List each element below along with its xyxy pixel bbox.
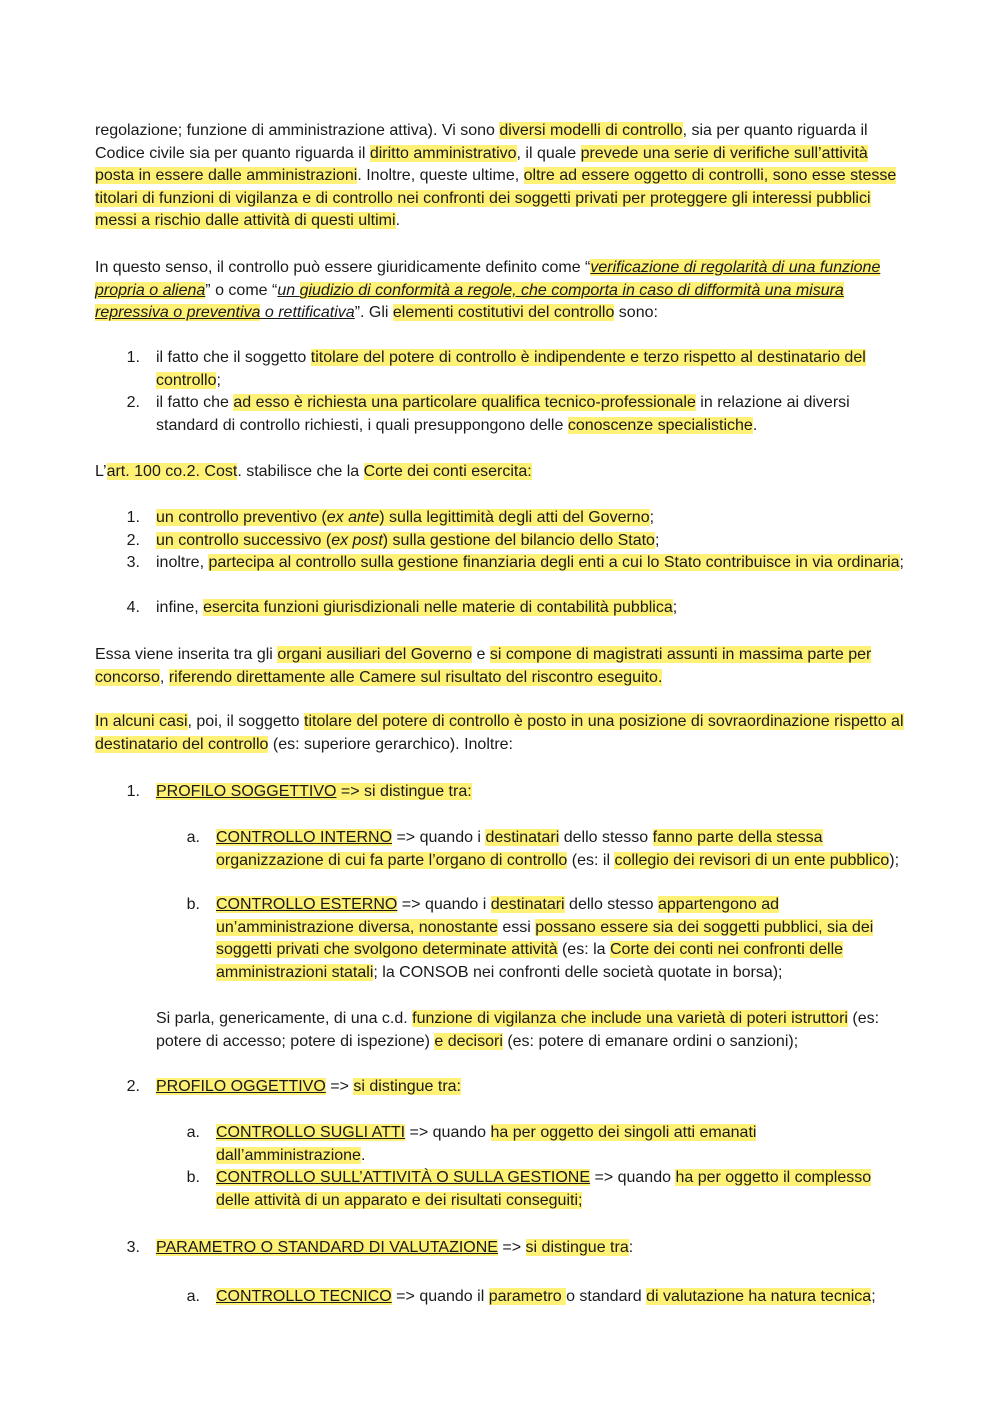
- list-text: [156, 507, 916, 530]
- text: sono:: [614, 304, 658, 321]
- quote-text: un: [277, 281, 300, 299]
- text: .: [395, 212, 401, 229]
- text: , il quale: [516, 144, 581, 162]
- text: il fatto che il soggetto: [156, 349, 311, 366]
- highlight-term: CONTROLLO SULL’ATTIVITÀ O SULLA GESTIONE: [216, 1169, 591, 1186]
- list-text: [216, 1167, 906, 1212]
- highlight: [156, 783, 472, 800]
- highlight: fanno parte della stessa organizzazione di cui fa parte l’organo di controllo: [216, 829, 823, 869]
- text: (es: la: [557, 941, 610, 958]
- list-text: [216, 1286, 906, 1309]
- list-text: [216, 894, 906, 984]
- text: inoltre,: [156, 554, 209, 571]
- highlight: organi ausiliari del Governo: [277, 646, 473, 663]
- text: =>: [325, 1078, 354, 1095]
- text: (es: potere di accesso; potere di ispezione): [156, 1010, 880, 1050]
- italic-text: ex post: [331, 532, 383, 549]
- highlight-term: CONTROLLO SUGLI ATTI: [216, 1124, 406, 1141]
- text: => si distingue tra:: [336, 783, 472, 800]
- highlight: appartengono ad un’amministrazione diversa, nonostante: [216, 896, 779, 936]
- paragraph-intro: [95, 120, 910, 233]
- text: dello stesso: [564, 896, 658, 913]
- highlight: si distingue tra: [525, 1239, 629, 1256]
- text: ,: [159, 668, 169, 686]
- text: In questo senso, il controllo può essere giuridicamente definito come “: [95, 259, 591, 276]
- list-number: 4.: [126, 599, 140, 616]
- list-letter: b.: [186, 896, 200, 913]
- text: o standard: [566, 1288, 647, 1305]
- highlight-term: CONTROLLO INTERNO: [216, 829, 393, 846]
- text: un controllo preventivo (: [156, 509, 327, 526]
- text: ;: [672, 599, 678, 616]
- text: in relazione ai diversi standard di controllo richiesti, i quali presuppongono delle: [156, 394, 850, 434]
- text: regolazione; funzione di amministrazione attiva). Vi sono: [95, 122, 500, 139]
- highlight-term: CONTROLLO ESTERNO: [216, 896, 398, 913]
- list-letter: a.: [186, 1288, 200, 1305]
- highlight: ha per oggetto il complesso delle attività di un apparato e dei risultati conseguiti;: [216, 1169, 872, 1209]
- highlight: riferendo direttamente alle Camere sul risultato del riscontro eseguito.: [168, 668, 663, 686]
- list-text: [156, 530, 916, 553]
- list-number: 1.: [126, 509, 140, 526]
- text: ;: [899, 554, 904, 571]
- text: => quando il: [391, 1288, 489, 1305]
- text: dello stesso: [559, 829, 653, 846]
- text: un controllo successivo (: [156, 532, 332, 549]
- text: . Inoltre, queste ultime,: [357, 167, 524, 184]
- highlight: diversi modelli di controllo: [499, 122, 683, 139]
- highlight: diritto amministrativo: [369, 144, 517, 162]
- highlight: ad esso è richiesta una particolare qualifica tecnico-professionale: [233, 394, 696, 411]
- text: (es: potere di emanare ordini o sanzioni);: [502, 1032, 799, 1050]
- text: ;: [654, 532, 660, 549]
- quote-text: o rettificativa: [260, 304, 355, 321]
- highlight: elementi costitutivi del controllo: [392, 304, 615, 321]
- highlight: [156, 509, 650, 526]
- text: => quando: [405, 1124, 491, 1141]
- highlight: titolare del potere di controllo è posto in una posizione di sovraordinazione rispetto al destinatario del controllo: [95, 713, 904, 753]
- highlight: collegio dei revisori di un ente pubblico: [614, 851, 890, 869]
- list-text: [156, 392, 916, 437]
- list-text: [156, 1076, 916, 1099]
- list-letter: b.: [186, 1169, 200, 1186]
- text: ” o come “: [205, 281, 278, 299]
- list-number: 2.: [126, 1078, 140, 1095]
- text: ;: [216, 371, 221, 389]
- highlight-quote: verificazione di regolarità di una funzione propria o aliena: [95, 259, 881, 299]
- highlight-term: CONTROLLO TECNICO: [216, 1288, 392, 1305]
- highlight: art. 100 co.2. Cost: [106, 463, 238, 480]
- text: .: [360, 1146, 366, 1164]
- heading-text: PROFILO OGGETTIVO: [156, 1078, 326, 1095]
- highlight: si compone di magistrati assunti in massima parte per concorso: [95, 646, 872, 686]
- list-letter: a.: [186, 1124, 200, 1141]
- text: => quando i: [392, 829, 486, 846]
- highlight: parametro: [488, 1288, 567, 1305]
- text: infine,: [156, 599, 204, 616]
- highlight: destinatari: [485, 829, 560, 846]
- list-number: 2.: [126, 532, 140, 549]
- italic-text: ex ante: [326, 509, 380, 526]
- text: (es: il: [567, 851, 615, 869]
- highlight: funzione di vigilanza che include una varietà di poteri istruttori: [412, 1010, 848, 1027]
- highlight: In alcuni casi: [95, 713, 188, 730]
- list-number: 1.: [126, 783, 140, 800]
- list-text: [156, 552, 916, 575]
- text: ”. Gli: [354, 304, 393, 321]
- highlight: e decisori: [434, 1032, 503, 1050]
- highlight: prevede una serie di verifiche sull’attività posta in essere dalle amministrazioni: [95, 144, 868, 184]
- paragraph-definition: [95, 257, 910, 325]
- text: =>: [497, 1239, 526, 1256]
- text: => quando: [590, 1169, 676, 1186]
- list-text: [216, 827, 906, 872]
- text: essi: [497, 918, 536, 936]
- heading-text: PROFILO SOGGETTIVO: [156, 783, 337, 800]
- text: :: [628, 1239, 634, 1256]
- paragraph-art100: [95, 461, 910, 484]
- highlight: ha per oggetto dei singoli atti emanati dall’amministrazione: [216, 1124, 757, 1164]
- highlight: partecipa al controllo sulla gestione finanziaria degli enti a cui lo Stato contribuisce in via ordinaria: [208, 554, 900, 571]
- list-text: [156, 781, 916, 804]
- paragraph-organi: [95, 644, 910, 689]
- paragraph-sovraordinazione: [95, 711, 910, 756]
- text: ) sulla legittimità degli atti del Governo: [379, 509, 650, 526]
- highlight: possano essere sia dei soggetti pubblici, sia dei soggetti privati che svolgono determinate attività: [216, 918, 874, 958]
- text: , poi, il soggetto: [187, 713, 305, 730]
- list-number: 3.: [126, 1239, 140, 1256]
- text: ;: [649, 509, 655, 526]
- list-number: 1.: [126, 349, 140, 366]
- highlight: destinatari: [490, 896, 565, 913]
- list-text: [156, 1237, 916, 1260]
- text: , sia per quanto riguarda il Codice civile sia per quanto riguarda il: [95, 122, 868, 162]
- text: L’: [95, 463, 107, 480]
- text: Si parla, genericamente, di una c.d.: [156, 1010, 413, 1027]
- list-text: [156, 597, 916, 620]
- paragraph-vigilanza: [156, 1008, 906, 1053]
- highlight: conoscenze specialistiche: [567, 416, 753, 434]
- text: ;: [871, 1288, 876, 1305]
- list-text: [216, 1122, 906, 1167]
- list-letter: a.: [186, 829, 200, 846]
- highlight: di valutazione ha natura tecnica: [646, 1288, 872, 1305]
- text: e: [472, 646, 490, 663]
- text: => quando i: [397, 896, 491, 913]
- highlight: si distingue tra:: [353, 1078, 461, 1095]
- highlight: [156, 532, 655, 549]
- highlight: Corte dei conti nei confronti delle amministrazioni statali: [216, 941, 844, 981]
- text: Essa viene inserita tra gli: [95, 646, 278, 663]
- list-number: 2.: [126, 394, 140, 411]
- text: il fatto che: [156, 394, 234, 411]
- text: . stabilisce che la: [237, 463, 364, 480]
- list-text: [156, 347, 916, 392]
- text: .: [752, 416, 758, 434]
- text: ) sulla gestione del bilancio dello Stato: [382, 532, 655, 549]
- highlight-quote: giudizio di conformità a regole, che comporta in caso di difformità una misura repressiva o preventiva: [95, 281, 844, 321]
- highlight: titolare del potere di controllo è indipendente e terzo rispetto al destinatario del controllo: [156, 349, 866, 389]
- highlight: Corte dei conti esercita:: [363, 463, 532, 480]
- text: (es: superiore gerarchico). Inoltre:: [268, 735, 513, 753]
- text: ; la CONSOB nei confronti delle società quotate in borsa);: [373, 963, 783, 981]
- highlight: esercita funzioni giurisdizionali nelle materie di contabilità pubblica: [203, 599, 673, 616]
- highlight: oltre ad essere oggetto di controlli, sono esse stesse titolari di funzioni di vigilanza e di controllo nei confronti dei soggetti privati per proteggere gli interessi pubblici messi a rischio dalle attività di questi ultimi: [95, 167, 897, 229]
- list-number: 3.: [126, 554, 140, 571]
- text: );: [889, 851, 900, 869]
- heading-text: PARAMETRO O STANDARD DI VALUTAZIONE: [156, 1239, 498, 1256]
